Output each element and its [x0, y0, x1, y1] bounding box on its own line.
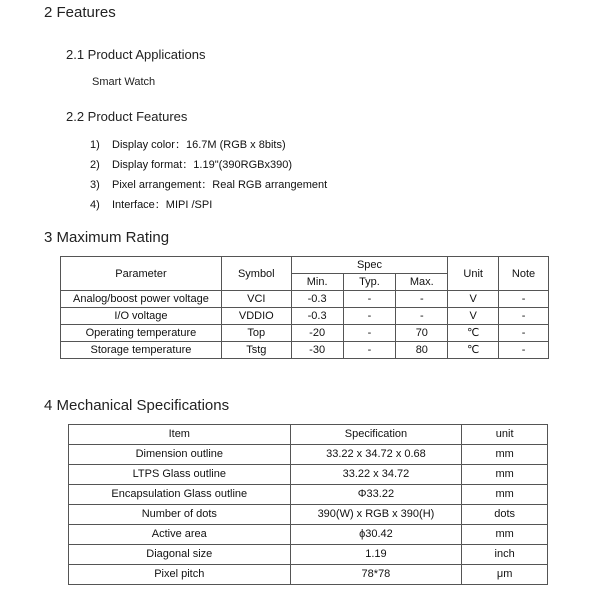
- header-item: Item: [69, 425, 291, 445]
- list-item: 2) Display format：1.19"(390RGBx390): [90, 159, 292, 171]
- list-item: 4) Interface：MIPI /SPI: [90, 199, 213, 211]
- mechanical-spec-table: [68, 424, 548, 585]
- table-row: Analog/boost power voltage VCI -0.3 - - V -: [61, 291, 549, 308]
- applications-text: Smart Watch: [92, 76, 156, 88]
- table-row: LTPS Glass outline 33.22 x 34.72 mm: [69, 465, 548, 485]
- section-2-title: 2 Features: [44, 4, 116, 21]
- table-row: Diagonal size 1.19 inch: [69, 545, 548, 565]
- table-row: Active area ϕ30.42 mm: [69, 525, 548, 545]
- table-row: Storage temperature Tstg -30 - 80 ℃ -: [61, 342, 549, 359]
- table-row: Encapsulation Glass outline Φ33.22 mm: [69, 485, 548, 505]
- header-spec: Spec: [291, 257, 448, 274]
- table-row: Pixel pitch 78*78 μm: [69, 565, 548, 585]
- header-unit: unit: [462, 425, 548, 445]
- header-specification: Specification: [290, 425, 462, 445]
- table-row: I/O voltage VDDIO -0.3 - - V -: [61, 308, 549, 325]
- header-typ: Typ.: [343, 274, 396, 291]
- max-rating-table: [60, 256, 549, 359]
- table-row: Operating temperature Top -20 - 70 ℃ -: [61, 325, 549, 342]
- table-row: Number of dots 390(W) x RGB x 390(H) dots: [69, 505, 548, 525]
- header-note: Note: [499, 257, 549, 291]
- features-list: [90, 138, 327, 218]
- header-max: Max.: [396, 274, 448, 291]
- header-min: Min.: [291, 274, 343, 291]
- header-symbol: Symbol: [221, 257, 291, 291]
- section-4-title: 4 Mechanical Specifications: [44, 397, 230, 414]
- table-row: Dimension outline 33.22 x 34.72 x 0.68 mm: [69, 445, 548, 465]
- list-item: 1) Display color：16.7M (RGB x 8bits): [90, 139, 286, 151]
- header-parameter: Parameter: [61, 257, 222, 291]
- header-unit: Unit: [448, 257, 499, 291]
- list-item: 3) Pixel arrangement：Real RGB arrangement: [90, 179, 328, 191]
- section-2-2-title: 2.2 Product Features: [66, 109, 188, 124]
- section-2-1-title: 2.1 Product Applications: [66, 47, 206, 62]
- section-3-title: 3 Maximum Rating: [44, 229, 170, 246]
